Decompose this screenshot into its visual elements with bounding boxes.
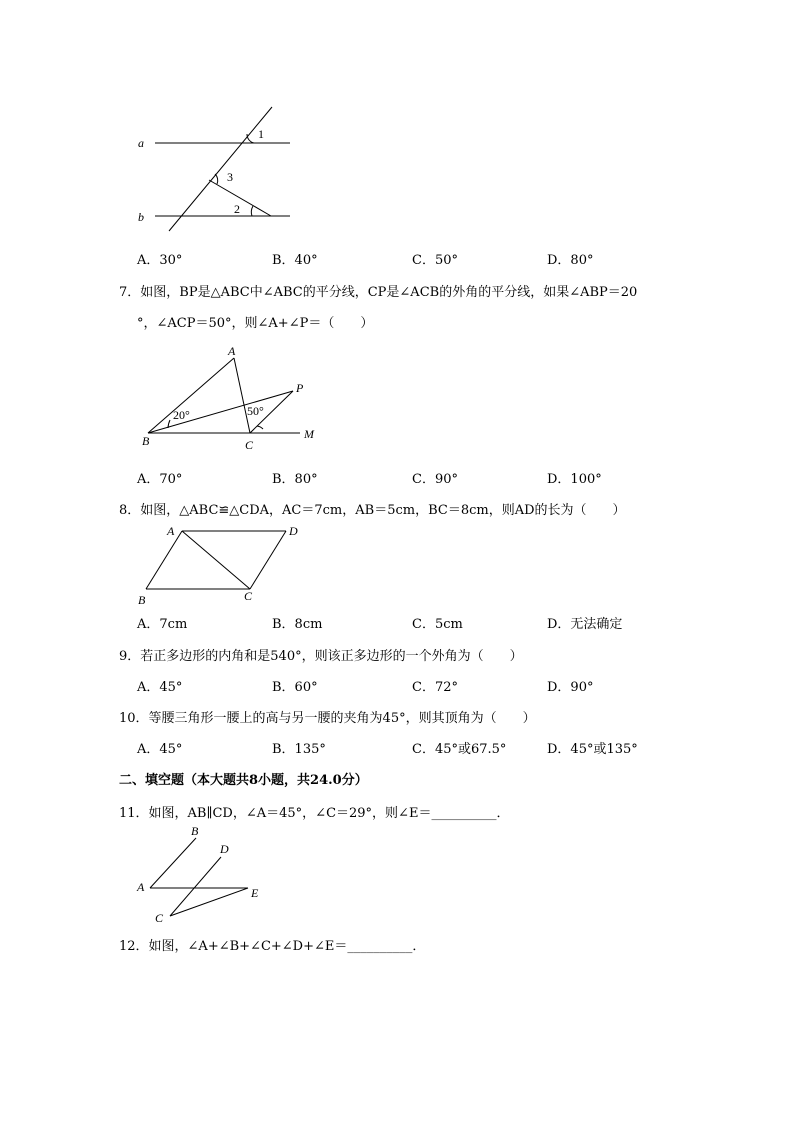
q9-option-a: A．45°	[137, 680, 183, 695]
q7-text-line1: 7．如图，BP是△ABC中∠ABC的平分线，CP是∠ACB的外角的平分线，如果∠ABP＝20	[119, 285, 638, 300]
q10-option-b: B．135°	[272, 742, 326, 757]
q7-option-d: D．100°	[547, 472, 602, 487]
q8-option-b: B．8cm	[272, 617, 323, 632]
q7-option-a: A．70°	[137, 472, 183, 487]
label-B: B	[138, 593, 146, 607]
q9-option-b: B．60°	[272, 680, 318, 695]
label-M: M	[304, 427, 314, 441]
label-E: E	[251, 886, 259, 900]
q8-option-a: A．7cm	[137, 617, 188, 632]
segment-AB	[150, 838, 196, 888]
label-D: D	[289, 524, 298, 538]
q11-figure-lines	[150, 838, 248, 916]
q8-option-d: D．无法确定	[547, 617, 623, 632]
q9-text: 9．若正多边形的内角和是540°，则该正多边形的一个外角为（ ）	[119, 649, 523, 664]
q11-text: 11．如图，AB∥CD，∠A＝45°，∠C＝29°，则∠E＝__________．	[119, 806, 510, 821]
q8-option-c: C．5cm	[412, 617, 463, 632]
q10-text: 10．等腰三角形一腰上的高与另一腰的夹角为45°，则其顶角为（ ）	[119, 711, 536, 726]
q9-option-d: D．90°	[547, 680, 594, 695]
q6-option-b: B．40°	[272, 253, 318, 268]
q9-option-c: C．72°	[412, 680, 458, 695]
q6-option-c: C．50°	[412, 253, 458, 268]
q12-text: 12．如图，∠A+∠B+∠C+∠D+∠E＝__________．	[119, 939, 426, 954]
q7-option-c: C．90°	[412, 472, 458, 487]
label-A: A	[228, 344, 236, 358]
label-D: D	[220, 842, 229, 856]
q10-option-a: A．45°	[137, 742, 183, 757]
label-angle-1: 1	[258, 127, 264, 141]
q7-option-b: B．80°	[272, 472, 318, 487]
label-P: P	[296, 381, 304, 395]
q7-text-line2: °，∠ACP＝50°，则∠A+∠P＝（ ）	[137, 316, 374, 331]
label-angle-20: 20°	[173, 408, 190, 422]
q10-option-c: C．45°或67.5°	[412, 742, 507, 757]
label-angle-2: 2	[234, 202, 240, 216]
label-B: B	[191, 824, 199, 838]
label-C: C	[155, 911, 164, 925]
label-b: b	[138, 210, 144, 224]
label-B: B	[142, 434, 150, 448]
label-C: C	[245, 438, 254, 452]
label-angle-3: 3	[227, 170, 233, 184]
q6-option-d: D．80°	[547, 253, 594, 268]
label-C: C	[244, 589, 253, 603]
q8-text: 8．如图，△ABC≌△CDA，AC＝7cm，AB＝5cm，BC＝8cm，则AD的长为（ ）	[119, 503, 626, 518]
q6-option-a: A．30°	[137, 253, 183, 268]
section-heading-fill-in: 二、填空题（本大题共8小题，共24.0分）	[119, 773, 368, 788]
label-A: A	[137, 880, 145, 894]
label-angle-50: 50°	[247, 404, 264, 418]
q10-option-d: D．45°或135°	[547, 742, 638, 757]
label-A: A	[167, 524, 175, 538]
label-a: a	[138, 136, 144, 150]
